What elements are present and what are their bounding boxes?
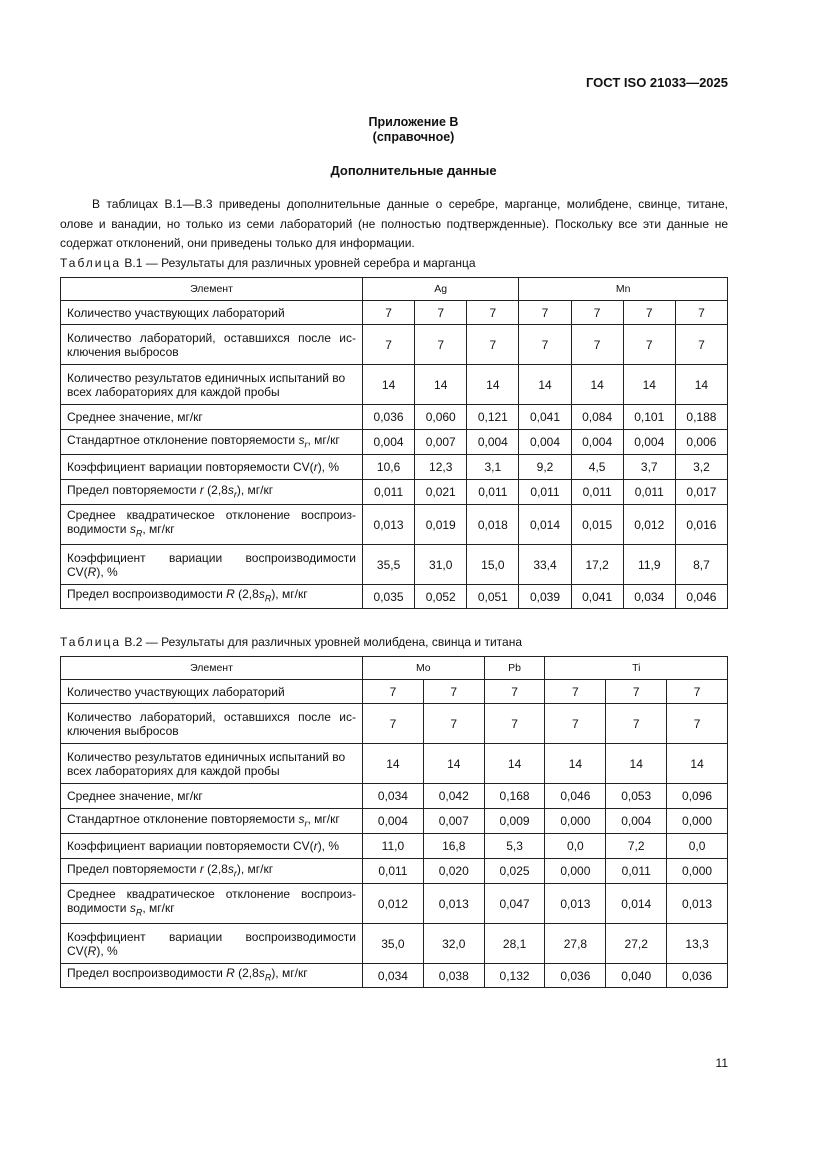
cell: 7,2: [606, 834, 667, 859]
row-label-line2: [67, 901, 356, 919]
label-part: R: [264, 593, 272, 604]
cell: 0,014: [519, 505, 571, 545]
header-element: Элемент: [61, 657, 363, 680]
cell: 0,004: [571, 430, 623, 455]
cell: 3,2: [675, 455, 727, 480]
cell: 0,051: [467, 585, 519, 609]
label-part: r: [233, 868, 237, 879]
row-label: [61, 834, 363, 859]
standard-number: ГОСТ ISO 21033—2025: [585, 75, 728, 90]
cell: 14: [363, 744, 424, 784]
table1-caption-word: Таблица: [60, 256, 122, 270]
table-row: [61, 704, 728, 744]
row-label: [61, 505, 363, 545]
cell: 5,3: [484, 834, 545, 859]
cell: 13,3: [667, 924, 728, 964]
label-part: водимости: [67, 901, 127, 916]
cell: 14: [363, 365, 415, 405]
label-part: r: [199, 861, 204, 876]
cell: 0,053: [606, 784, 667, 809]
label-part: CV(: [67, 564, 88, 579]
cell: 0,025: [484, 859, 545, 884]
cell: 0,015: [571, 505, 623, 545]
cell: 0,101: [623, 405, 675, 430]
cell: 27,2: [606, 924, 667, 964]
table-row: [61, 859, 728, 884]
label-part: Стандартное отклонение повторяемости: [67, 432, 296, 447]
label-part: , мг/кг: [307, 811, 340, 826]
cell: 7: [623, 301, 675, 325]
cell: 14: [484, 744, 545, 784]
cell: 0,018: [467, 505, 519, 545]
cell: 3,7: [623, 455, 675, 480]
cell: 0,121: [467, 405, 519, 430]
cell: 14: [415, 365, 467, 405]
table-header-row: [61, 278, 728, 301]
cell: 0,036: [667, 964, 728, 988]
row-label-line2: ключения выбросов: [67, 723, 179, 738]
cell: 16,8: [423, 834, 484, 859]
cell: 7: [545, 680, 606, 704]
row-label-line1: Среднее квадратическое отклонение воспроиз-: [67, 508, 356, 523]
cell: 0,168: [484, 784, 545, 809]
cell: 7: [545, 704, 606, 744]
intro-paragraph: [60, 195, 728, 254]
table-row: [61, 834, 728, 859]
cell: 7: [363, 704, 424, 744]
label-part: , мг/кг: [142, 522, 175, 537]
cell: 0,000: [545, 859, 606, 884]
cell: 0,012: [363, 884, 424, 924]
cell: 7: [484, 680, 545, 704]
label-part: , мг/кг: [307, 432, 340, 447]
label-part: ), %: [96, 943, 118, 958]
row-label-line1: Количество лабораторий, оставшихся после ис-: [67, 709, 356, 724]
label-part: ), мг/кг: [271, 587, 308, 602]
cell: 7: [363, 301, 415, 325]
label-part: s: [298, 811, 305, 826]
cell: 7: [606, 704, 667, 744]
cell: 0,0: [667, 834, 728, 859]
cell: 0,014: [606, 884, 667, 924]
row-label-line2: [67, 522, 356, 540]
cell: 0,084: [571, 405, 623, 430]
cell: 0,000: [545, 809, 606, 834]
cell: 7: [519, 301, 571, 325]
table1-caption: [60, 256, 476, 270]
table-header-row: [61, 657, 728, 680]
cell: 7: [363, 325, 415, 365]
cell: 15,0: [467, 545, 519, 585]
label-part: ), %: [96, 564, 118, 579]
cell: 32,0: [423, 924, 484, 964]
cell: 0,007: [423, 809, 484, 834]
label-part: (2,8: [238, 966, 259, 981]
label-part: R: [135, 907, 143, 918]
table-row: [61, 884, 728, 924]
cell: 14: [606, 744, 667, 784]
label-part: Предел воспроизводимости: [67, 966, 223, 981]
appendix-title: Приложение B: [368, 115, 459, 129]
cell: 0,013: [363, 505, 415, 545]
row-label: Количество результатов единичных испытаний во всех лабораториях для каждой пробы: [61, 744, 363, 784]
cell: 0,047: [484, 884, 545, 924]
cell: 27,8: [545, 924, 606, 964]
cell: 7: [467, 325, 519, 365]
cell: 0,011: [467, 480, 519, 505]
cell: 31,0: [415, 545, 467, 585]
cell: 0,004: [606, 809, 667, 834]
table-row: [61, 365, 728, 405]
cell: 7: [415, 325, 467, 365]
table-row: [61, 680, 728, 704]
cell: 0,004: [363, 809, 424, 834]
table-row: [61, 301, 728, 325]
cell: 7: [363, 680, 424, 704]
row-label-line1: Коэффициент вариации воспроизводимости: [67, 550, 356, 565]
row-label-line2: [67, 944, 356, 958]
table-row: [61, 430, 728, 455]
cell: 7: [675, 301, 727, 325]
cell: 0,004: [467, 430, 519, 455]
cell: 0,039: [519, 585, 571, 609]
label-part: r: [313, 460, 318, 474]
label-part: ), %: [317, 839, 340, 853]
label-part: r: [233, 489, 237, 500]
row-label: [61, 704, 363, 744]
cell: 0,041: [519, 405, 571, 430]
row-label-line1: Количество лабораторий, оставшихся после ис-: [67, 330, 356, 345]
cell: 14: [423, 744, 484, 784]
section-title: Дополнительные данные: [330, 163, 497, 178]
row-label-line2: [67, 565, 356, 579]
cell: 0,007: [415, 430, 467, 455]
cell: 7: [675, 325, 727, 365]
cell: 0,021: [415, 480, 467, 505]
cell: 0,011: [623, 480, 675, 505]
cell: 7: [415, 301, 467, 325]
cell: 0,000: [667, 859, 728, 884]
cell: 0,035: [363, 585, 415, 609]
row-label: [61, 325, 363, 365]
appendix-subtitle: (справочное): [372, 130, 455, 144]
cell: 4,5: [571, 455, 623, 480]
label-part: , мг/кг: [142, 901, 175, 916]
cell: 14: [519, 365, 571, 405]
table-row: [61, 585, 728, 609]
table-row: [61, 405, 728, 430]
row-label: [61, 809, 363, 834]
row-label-line1: Среднее квадратическое отклонение воспроиз-: [67, 887, 356, 902]
cell: 0,006: [675, 430, 727, 455]
table1-caption-text: B.1 — Результаты для различных уровней серебра и марганца: [124, 256, 476, 270]
intro-text: В таблицах B.1—B.3 приведены дополнительные данные о серебре, марганце, молибдене, свинце, титане, олове и ванадии, но только из семи лабораторий (не полностью подтвержденные). Поскольку все эти данные не содержат отклонений, они приведены только для информации.: [60, 197, 728, 250]
cell: 11,9: [623, 545, 675, 585]
cell: 14: [675, 365, 727, 405]
label-part: R: [226, 587, 235, 602]
cell: 0,011: [571, 480, 623, 505]
cell: 0,016: [675, 505, 727, 545]
label-part: r: [304, 439, 308, 450]
cell: 7: [423, 680, 484, 704]
cell: 7: [667, 680, 728, 704]
cell: 7: [667, 704, 728, 744]
table-row: [61, 545, 728, 585]
label-part: R: [135, 528, 143, 539]
row-label: [61, 480, 363, 505]
label-part: R: [226, 966, 235, 981]
row-label: [61, 585, 363, 609]
label-part: R: [87, 943, 97, 958]
cell: 0,004: [363, 430, 415, 455]
label-part: Предел повторяемости: [67, 861, 197, 876]
header-ti: Ti: [545, 657, 728, 680]
cell: 0,036: [363, 405, 415, 430]
label-part: s: [227, 861, 234, 876]
cell: 14: [545, 744, 606, 784]
header-mo: Mo: [363, 657, 485, 680]
label-part: s: [227, 482, 234, 497]
cell: 0,046: [545, 784, 606, 809]
cell: 0,188: [675, 405, 727, 430]
label-part: Коэффициент вариации повторяемости CV(: [67, 839, 314, 853]
label-part: Стандартное отклонение повторяемости: [67, 811, 296, 826]
cell: 9,2: [519, 455, 571, 480]
cell: 0,004: [519, 430, 571, 455]
cell: 35,0: [363, 924, 424, 964]
cell: 0,013: [667, 884, 728, 924]
table-row: [61, 784, 728, 809]
cell: 0,042: [423, 784, 484, 809]
row-label: Количество результатов единичных испытаний во всех лабораториях для каждой пробы: [61, 365, 363, 405]
cell: 28,1: [484, 924, 545, 964]
cell: 10,6: [363, 455, 415, 480]
cell: 14: [467, 365, 519, 405]
cell: 7: [571, 325, 623, 365]
cell: 7: [467, 301, 519, 325]
table-row: [61, 964, 728, 988]
row-label-line2: ключения выбросов: [67, 344, 179, 359]
label-part: r: [313, 839, 318, 853]
row-label: Среднее значение, мг/кг: [61, 784, 363, 809]
cell: 0,017: [675, 480, 727, 505]
row-label: Количество участвующих лабораторий: [61, 680, 363, 704]
label-part: (2,8: [207, 482, 228, 497]
cell: 0,060: [415, 405, 467, 430]
table-row: [61, 744, 728, 784]
cell: 0,132: [484, 964, 545, 988]
cell: 0,036: [545, 964, 606, 988]
cell: 0,011: [606, 859, 667, 884]
cell: 0,004: [623, 430, 675, 455]
table2-caption-word: Таблица: [60, 635, 122, 649]
table-row: [61, 455, 728, 480]
table2-caption-text: B.2 — Результаты для различных уровней молибдена, свинца и титана: [124, 635, 523, 649]
row-label: [61, 455, 363, 480]
label-part: ), мг/кг: [271, 966, 308, 981]
cell: 3,1: [467, 455, 519, 480]
label-part: R: [87, 564, 97, 579]
appendix-heading: [0, 115, 827, 145]
table-row: [61, 809, 728, 834]
cell: 8,7: [675, 545, 727, 585]
cell: 14: [623, 365, 675, 405]
label-part: ), мг/кг: [236, 861, 274, 876]
label-part: s: [258, 966, 265, 981]
label-part: r: [199, 482, 204, 497]
table-row: [61, 325, 728, 365]
cell: 0,011: [519, 480, 571, 505]
label-part: Предел повторяемости: [67, 482, 197, 497]
cell: 33,4: [519, 545, 571, 585]
cell: 7: [571, 301, 623, 325]
label-part: водимости: [67, 522, 127, 537]
page-number: 11: [715, 1056, 728, 1070]
row-label: [61, 545, 363, 585]
header-ag: Ag: [363, 278, 519, 301]
label-part: R: [264, 972, 272, 983]
cell: 0,034: [363, 784, 424, 809]
label-part: s: [129, 522, 136, 537]
table-row: [61, 505, 728, 545]
cell: 7: [623, 325, 675, 365]
cell: 7: [606, 680, 667, 704]
row-label: [61, 884, 363, 924]
cell: 0,000: [667, 809, 728, 834]
cell: 0,009: [484, 809, 545, 834]
cell: 0,0: [545, 834, 606, 859]
header-pb: Pb: [484, 657, 545, 680]
cell: 35,5: [363, 545, 415, 585]
table-row: [61, 480, 728, 505]
cell: 0,038: [423, 964, 484, 988]
row-label-line1: Коэффициент вариации воспроизводимости: [67, 929, 356, 944]
row-label: [61, 924, 363, 964]
cell: 0,096: [667, 784, 728, 809]
cell: 0,041: [571, 585, 623, 609]
row-label: [61, 859, 363, 884]
cell: 0,040: [606, 964, 667, 988]
cell: 0,034: [363, 964, 424, 988]
row-label: [61, 430, 363, 455]
row-label: [61, 964, 363, 988]
label-part: (2,8: [207, 861, 228, 876]
label-part: s: [129, 901, 136, 916]
label-part: Коэффициент вариации повторяемости CV(: [67, 460, 314, 474]
cell: 0,013: [423, 884, 484, 924]
cell: 0,034: [623, 585, 675, 609]
label-part: CV(: [67, 943, 88, 958]
cell: 7: [519, 325, 571, 365]
cell: 17,2: [571, 545, 623, 585]
row-label: Среднее значение, мг/кг: [61, 405, 363, 430]
cell: 14: [571, 365, 623, 405]
label-part: s: [298, 432, 305, 447]
table2-caption: [60, 635, 522, 649]
cell: 0,012: [623, 505, 675, 545]
cell: 0,019: [415, 505, 467, 545]
cell: 0,046: [675, 585, 727, 609]
label-part: Предел воспроизводимости: [67, 587, 223, 602]
label-part: s: [258, 587, 265, 602]
cell: 7: [423, 704, 484, 744]
cell: 0,020: [423, 859, 484, 884]
label-part: r: [304, 818, 308, 829]
cell: 0,011: [363, 859, 424, 884]
row-label: Количество участвующих лабораторий: [61, 301, 363, 325]
cell: 7: [484, 704, 545, 744]
cell: 0,013: [545, 884, 606, 924]
cell: 12,3: [415, 455, 467, 480]
table2: [60, 656, 728, 988]
cell: 0,011: [363, 480, 415, 505]
header-element: Элемент: [61, 278, 363, 301]
cell: 14: [667, 744, 728, 784]
table-row: [61, 924, 728, 964]
table1: [60, 277, 728, 609]
label-part: ), мг/кг: [236, 482, 274, 497]
label-part: (2,8: [238, 587, 259, 602]
cell: 11,0: [363, 834, 424, 859]
header-mn: Mn: [519, 278, 728, 301]
cell: 0,052: [415, 585, 467, 609]
label-part: ), %: [317, 460, 340, 474]
